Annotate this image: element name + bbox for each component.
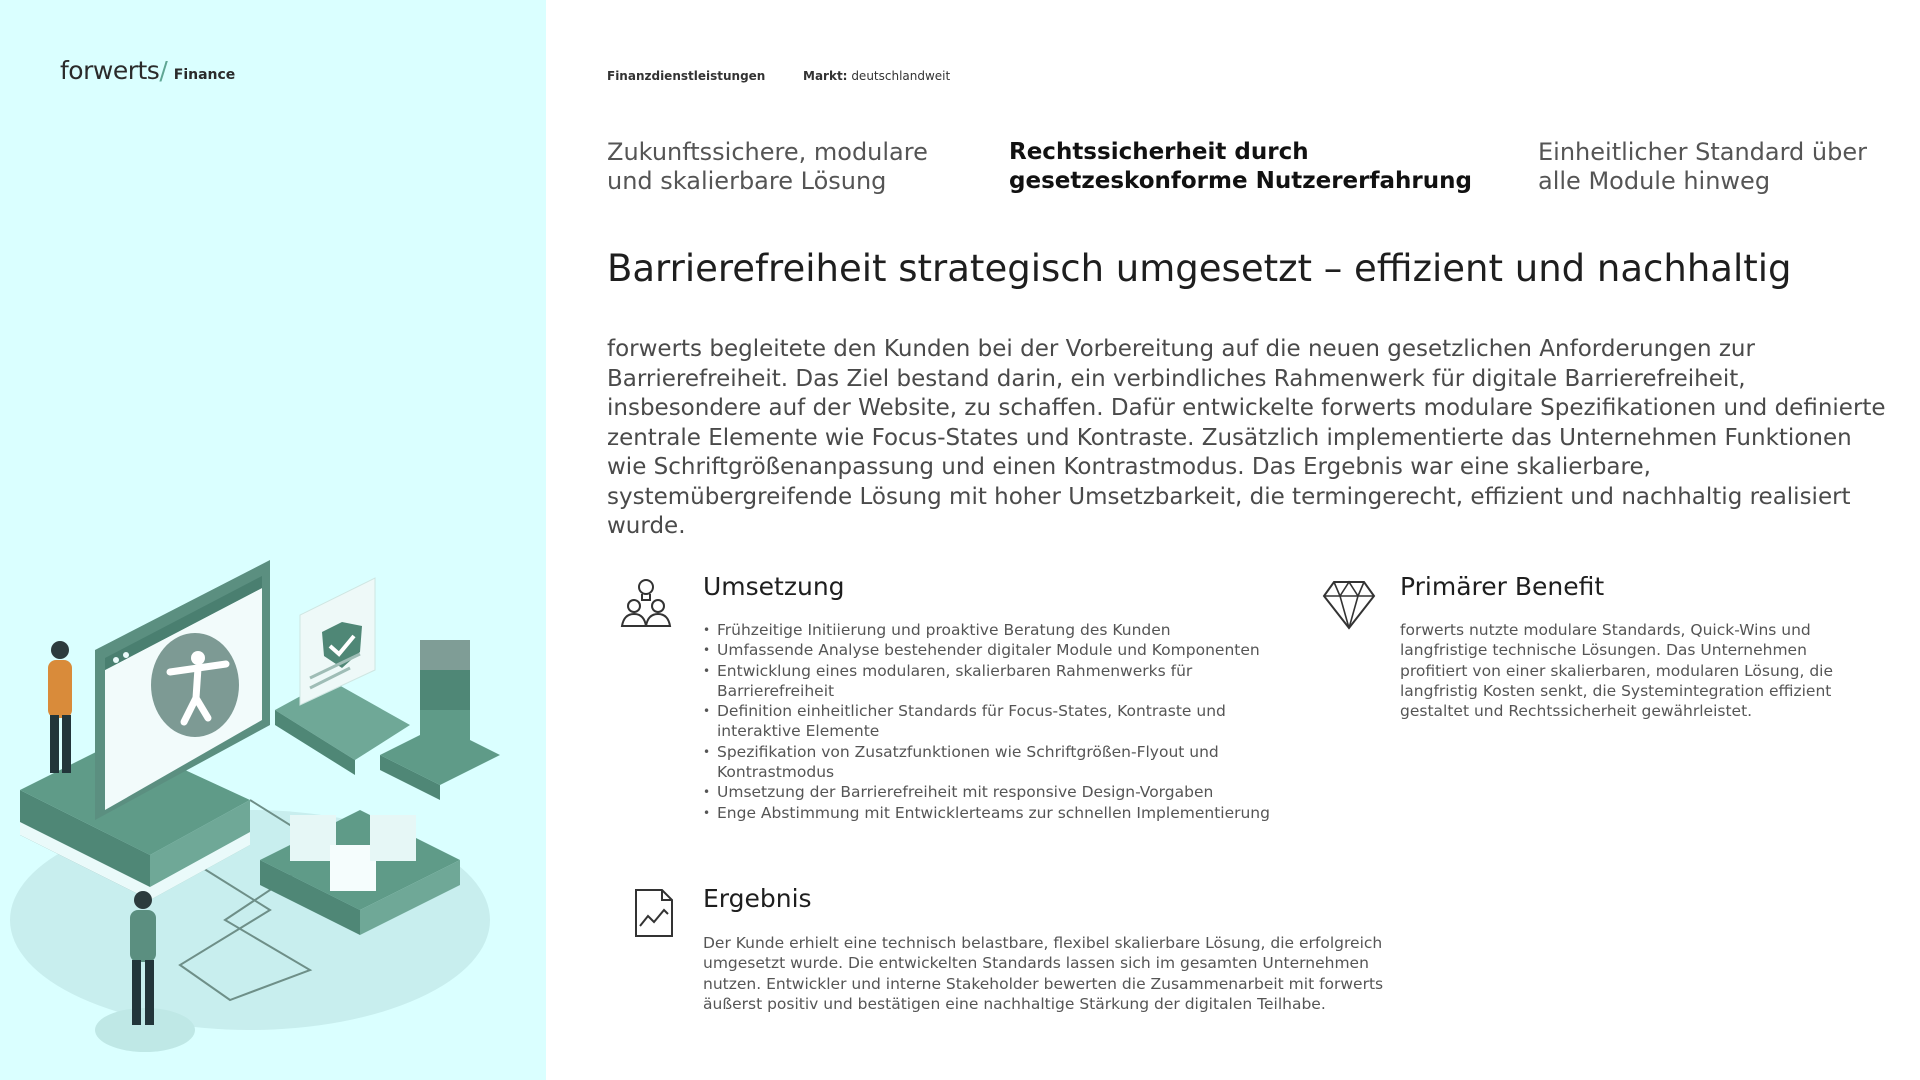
list-item: • Frühzeitige Initiierung und proaktive Beratung des Kunden (703, 620, 1313, 640)
stack-cube (420, 640, 470, 670)
card-base (275, 680, 410, 760)
person-orange (48, 641, 72, 773)
logo-subbrand: Finance (173, 67, 236, 83)
monitor-dot (123, 652, 129, 658)
tagline-1: Zukunftssichere, modulare und skalierbare Lösung (607, 138, 928, 195)
benefit-title: Primärer Benefit (1400, 572, 1605, 601)
white-cube (290, 815, 336, 861)
meta-market-value: deutschlandweit (851, 69, 951, 83)
umsetzung-title: Umsetzung (703, 572, 845, 601)
white-cube (330, 845, 376, 891)
monitor-dot (113, 657, 119, 663)
white-cube (370, 815, 416, 861)
meta-line (607, 69, 950, 83)
list-item: • Definition einheitlicher Standards für Focus-States, Kontraste und interaktive Elemente (703, 701, 1313, 742)
list-item: • Enge Abstimmung mit Entwicklerteams zur schnellen Implementierung (703, 803, 1313, 823)
side-panel (0, 0, 546, 1080)
ergebnis-title: Ergebnis (703, 884, 812, 913)
list-item: • Umsetzung der Barrierefreiheit mit responsive Design-Vorgaben (703, 782, 1313, 802)
team-icon (620, 578, 672, 630)
tagline-2: Rechtssicherheit durch gesetzeskonforme Nutzererfahrung (1009, 139, 1472, 194)
logo-slash: / (159, 56, 168, 85)
document-chart-icon (634, 888, 674, 938)
meta-category: Finanzdienstleistungen (607, 69, 766, 83)
stack-cube (420, 710, 470, 748)
diamond-icon (1322, 578, 1376, 630)
ergebnis-text: Der Kunde erhielt eine technisch belastbare, flexibel skalierbare Lösung, die erfolgreich umgesetzt wurde. Die entwickelten Standards lassen sich im gesamten Unternehmen nutzen. Entwickler und interne Stakeholder bewerten die Zusammenarbeit mit forwerts äußerst positiv und bestätigen eine nachhaltige Stärkung der digitalen Teilhabe. (703, 934, 1384, 1013)
brand-logo[interactable] (60, 56, 235, 85)
accessibility-icon (151, 633, 239, 737)
benefit-text: forwerts nutzte modulare Standards, Quick-Wins und langfristige technische Lösungen. Das Unternehmen profitiert von einer skalierbaren, modularen Lösung, die langfristig Kosten senkt, die Systemintegration effizient gestaltet und Rechtssicherheit gewährleistet. (1400, 621, 1834, 721)
umsetzung-list (703, 620, 1313, 823)
list-item: • Entwicklung eines modularen, skalierbaren Rahmenwerks für Barrierefreiheit (703, 661, 1313, 702)
page-title: Barrierefreiheit strategisch umgesetzt – effizient und nachhaltig (607, 247, 1792, 290)
logo-wordmark: forwerts (60, 56, 160, 85)
list-item: • Spezifikation von Zusatzfunktionen wie Schriftgrößen-Flyout und Kontrastmodus (703, 742, 1313, 783)
intro-paragraph: forwerts begleitete den Kunden bei der Vorbereitung auf die neuen gesetzlichen Anforderungen zur Barrierefreiheit. Das Ziel bestand darin, ein verbindliches Rahmenwerk für digitale Barrierefreiheit, insbesondere auf der Website, zu schaffen. Dafür entwickelte forwerts modulare Spezifikationen und definierte zentrale Elemente wie Focus-States und Kontraste. Zusätzlich implementierte das Unternehmen Funktionen wie Schriftgrößenanpassung und einen Kontrastmodus. Das Ergebnis war eine skalierbare, systemübergreifende Lösung mit hoher Umsetzbarkeit, die termingerecht, effizient und nachhaltig realisiert wurde. (607, 336, 1886, 539)
accessibility-illustration (0, 560, 546, 1080)
list-item: • Umfassende Analyse bestehender digitaler Module und Komponenten (703, 640, 1313, 660)
tagline-3: Einheitlicher Standard über alle Module hinweg (1538, 138, 1867, 195)
meta-market-label: Markt: (803, 69, 848, 83)
stack-cube (420, 670, 470, 710)
